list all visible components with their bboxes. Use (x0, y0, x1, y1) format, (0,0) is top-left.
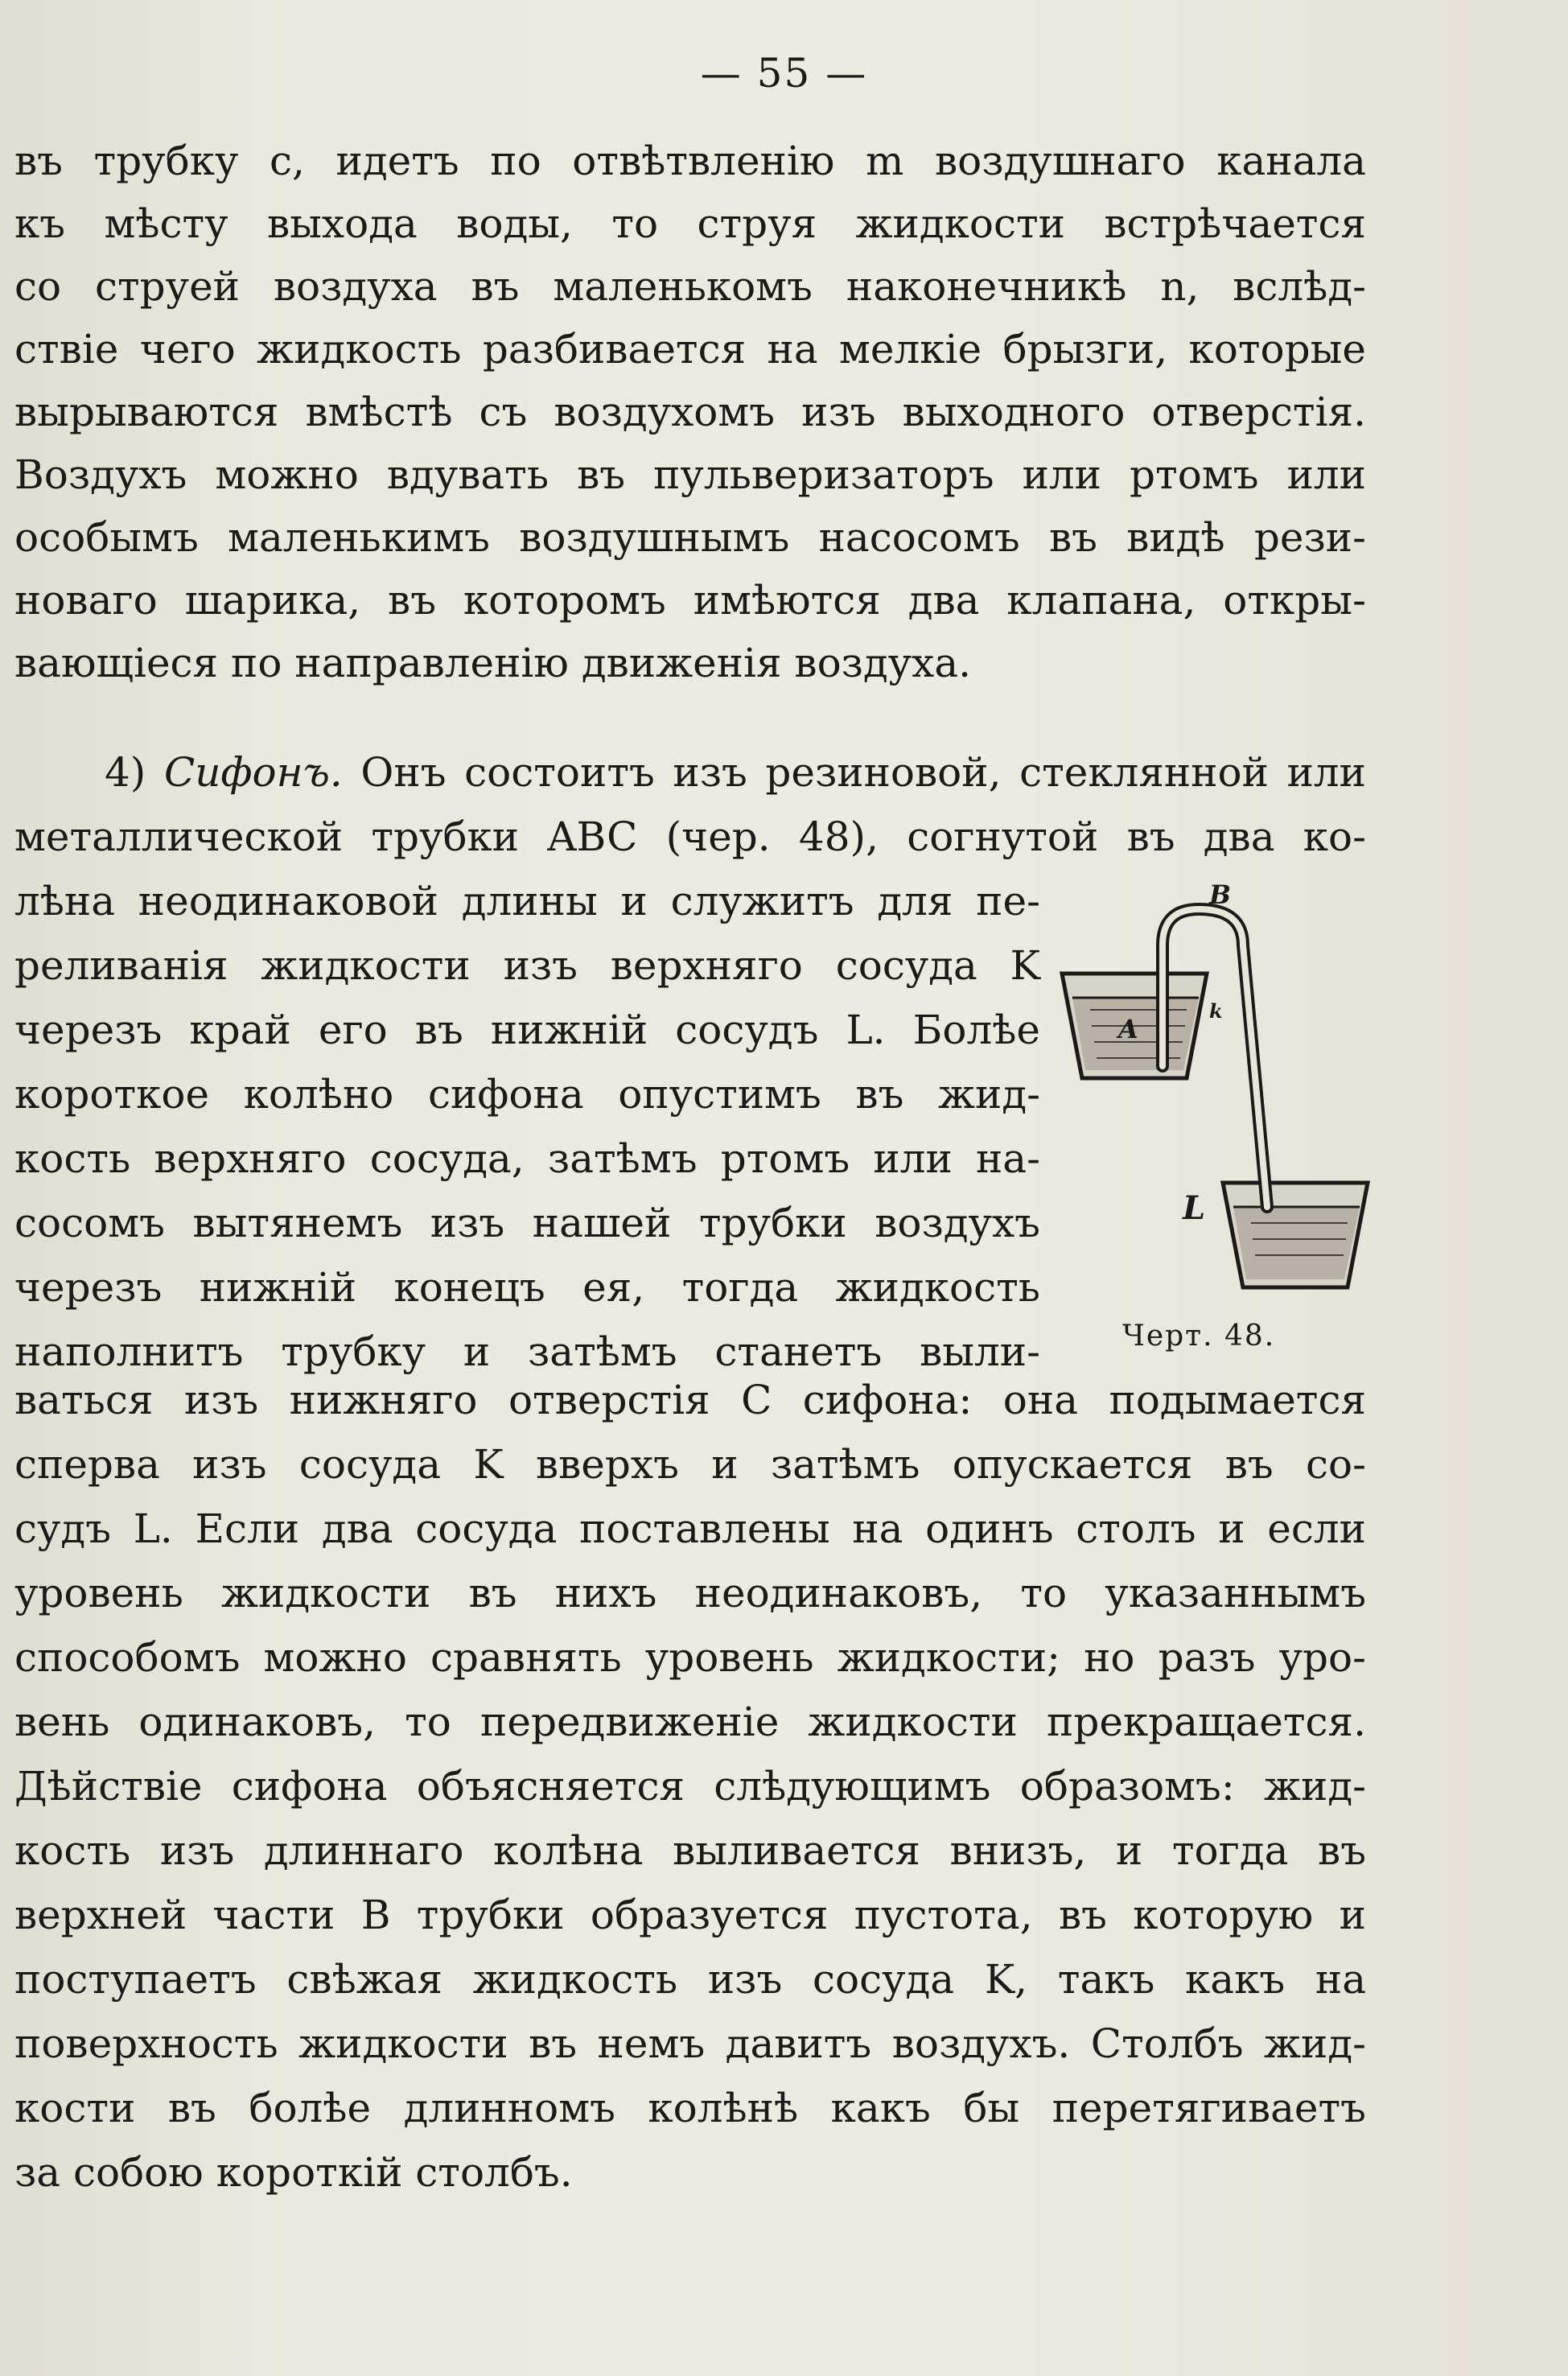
label-k: k (1209, 999, 1223, 1023)
section-number: 4) (105, 749, 146, 796)
figure-caption: Черт. 48. (1122, 1320, 1276, 1353)
text-line: черезъ нижній конецъ ея, тогда жидкость (14, 1264, 1040, 1311)
page-number: — 55 — (700, 50, 868, 97)
text-line: реливанія жидкости изъ верхняго сосуда K (14, 942, 1040, 989)
text-line: въ трубку с, идетъ по отвѣтвленію m воздушнаго канала (14, 138, 1366, 184)
text-line: кости въ болѣе длинномъ колѣнѣ какъ бы перетягиваетъ (14, 2085, 1366, 2131)
section-term: Сифонъ. (163, 749, 343, 796)
text-line: вырываются вмѣстѣ съ воздухомъ изъ выходного отверстія. (14, 389, 1366, 435)
text-line: поступаетъ свѣжая жидкость изъ сосуда K, такъ какъ на (14, 1956, 1366, 2003)
text-line: со струей воздуха въ маленькомъ наконечникѣ n, вслѣд- (14, 263, 1366, 310)
text-line: къ мѣсту выхода воды, то струя жидкости встрѣчается (14, 200, 1366, 247)
text-line: кость изъ длиннаго колѣна выливается внизъ, и тогда въ (14, 1827, 1366, 1874)
text-line: кость верхняго сосуда, затѣмъ ртомъ или на- (14, 1135, 1040, 1182)
siphon-figure (1050, 879, 1372, 1316)
text-line: вающіеся по направленію движенія воздуха. (14, 640, 972, 686)
text-line: ваться изъ нижняго отверстія C сифона: она подымается (14, 1377, 1366, 1423)
text-line: лѣна неодинаковой длины и служитъ для пе- (14, 878, 1040, 924)
text-line: металлической трубки ABC (чер. 48), согнутой въ два ко- (14, 813, 1366, 860)
text-line: судъ L. Если два сосуда поставлены на одинъ столъ и если (14, 1505, 1366, 1552)
text-line: за собою короткій столбъ. (14, 2149, 573, 2196)
label-b: B (1209, 879, 1232, 910)
text-line: короткое колѣно сифона опустимъ въ жид- (14, 1071, 1040, 1118)
text-line: Воздухъ можно вдувать въ пульверизаторъ или ртомъ или (14, 451, 1366, 498)
text-line: Дѣйствіе сифона объясняется слѣдующимъ образомъ: жид- (14, 1763, 1366, 1810)
text-line: наполнитъ трубку и затѣмъ станетъ выли- (14, 1328, 1040, 1375)
text-line: особымъ маленькимъ воздушнымъ насосомъ въ видѣ рези- (14, 514, 1366, 561)
text-line: ствіе чего жидкость разбивается на мелкіе брызги, которые (14, 326, 1366, 373)
lower-vessel (1223, 1183, 1368, 1287)
label-a: A (1118, 1014, 1138, 1044)
text-line: новаго шарика, въ которомъ имѣются два клапана, откры- (14, 577, 1366, 624)
text-line: уровень жидкости въ нихъ неодинаковъ, то указаннымъ (14, 1570, 1366, 1616)
text-line: сосомъ вытянемъ изъ нашей трубки воздухъ (14, 1200, 1040, 1246)
text-span: Онъ состоитъ изъ резиновой, стеклянной или (360, 749, 1366, 796)
text-line: сперва изъ сосуда K вверхъ и затѣмъ опускается въ со- (14, 1441, 1366, 1488)
text-line: верхней части B трубки образуется пустота, въ которую и (14, 1892, 1366, 1938)
text-line: поверхность жидкости въ немъ давитъ воздухъ. Столбъ жид- (14, 2020, 1366, 2067)
text-line: вень одинаковъ, то передвиженіе жидкости прекращается. (14, 1699, 1366, 1745)
text-line: способомъ можно сравнять уровень жидкости; но разъ уро- (14, 1634, 1366, 1681)
siphon-illustration (1050, 879, 1372, 1316)
text-line: черезъ край его въ нижній сосудъ L. Болѣе (14, 1007, 1040, 1053)
label-l: L (1183, 1189, 1206, 1227)
paragraph-heading-line (105, 748, 1366, 797)
